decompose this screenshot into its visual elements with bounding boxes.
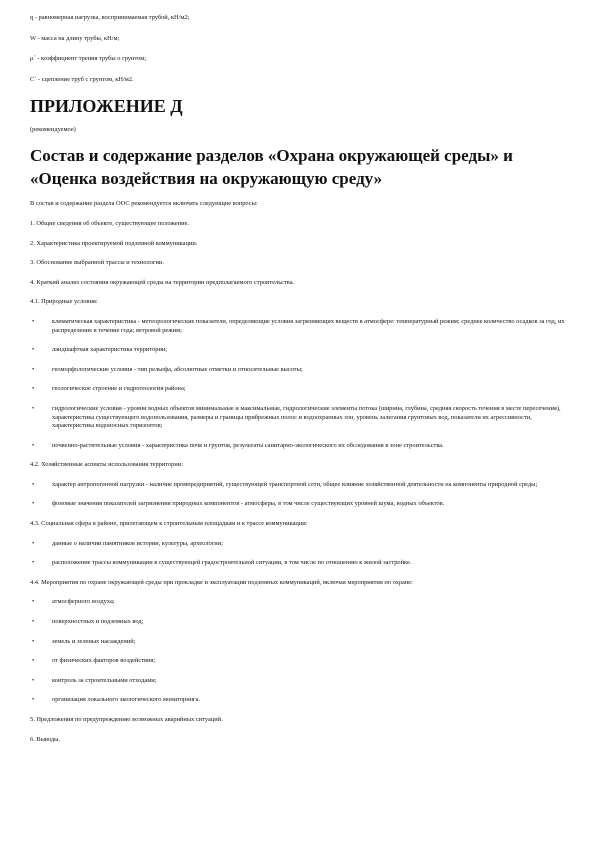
- bullet-text: геологическое строение и гидрогеология района;: [52, 385, 186, 393]
- bullet-text: ландшафтная характеристика территории;: [52, 346, 168, 354]
- bullet-icon: •: [32, 539, 35, 547]
- bullet-item: [30, 366, 570, 375]
- document-page: [30, 14, 570, 755]
- list-item: 1. Общие сведения об объекте, существующее положение.: [30, 219, 190, 227]
- bullet-item: [30, 540, 570, 549]
- bullet-item: [30, 598, 570, 607]
- bullet-text: данные о наличии памятников истории, культуры, археологии;: [52, 539, 223, 547]
- bullet-text: организация локального экологического мониторинга.: [52, 696, 201, 704]
- bullet-icon: •: [32, 559, 35, 567]
- list-item: 6. Выводы.: [30, 735, 61, 743]
- bullet-text: почвенно-растительные условия - характеристика почв и грунтов, результаты санитарно-экологического их обследования в зоне строительства.: [52, 441, 444, 449]
- bullet-item: [30, 405, 570, 431]
- list-item: 4.4. Мероприятия по охране окружающей среды при прокладке и эксплуатации подземных коммуникаций, включая мероприятия по охране:: [30, 578, 413, 586]
- list-item: 4.3. Социальная сфера в районе, прилегающем к строительным площадкам и к трассе коммуникации:: [30, 520, 308, 528]
- bullet-item: [30, 657, 570, 666]
- bullet-item: [30, 442, 570, 451]
- bullet-icon: •: [32, 317, 35, 325]
- intro-text: В состав и содержание раздела ООС рекомендуется включать следующие вопросы:: [30, 200, 258, 208]
- bullet-item: [30, 318, 570, 335]
- bullet-text: поверхностных и подземных вод;: [52, 618, 144, 626]
- bullet-text: гидрологические условия - уровни водных объектов минимальные и максимальные, гидрологические элементы потока (ширина, глубина, средняя скорость течения в месте пересечения), характеристика существующего водопользования, размеры и границы прибрежных полос и водоохранных зон, уровень залегания грунтовых вод, показатели их агрессивности, характеристика водоносных горизонтов;: [52, 404, 561, 430]
- bullet-item: [30, 638, 570, 647]
- bullet-text: атмосферного воздуха;: [52, 598, 115, 606]
- bullet-text: фоновые значения показателей загрязнения природных компонентов - атмосферы, в том числе существующих уровней шума, водных объектов.: [52, 500, 445, 508]
- bullet-icon: •: [32, 500, 35, 508]
- bullet-icon: •: [32, 365, 35, 373]
- appendix-title: ПРИЛОЖЕНИЕ Д: [30, 96, 183, 117]
- bullet-item: [30, 346, 570, 355]
- bullet-item: [30, 677, 570, 686]
- bullet-icon: •: [32, 676, 35, 684]
- list-item: 2. Характеристика проектируемой подземной коммуникации.: [30, 239, 198, 247]
- bullet-icon: •: [32, 598, 35, 606]
- bullet-icon: •: [32, 385, 35, 393]
- bullet-icon: •: [32, 404, 35, 412]
- bullet-item: [30, 618, 570, 627]
- bullet-text: характер антропогенной нагрузки - наличие промпредприятий, существующей транспортной сети, общее влияние хозяйственной деятельности на компоненты природной среды;: [52, 480, 538, 488]
- bullet-icon: •: [32, 696, 35, 704]
- section-title: Состав и содержание разделов «Охрана окружающей среды» и «Оценка воздействия на окружающую среду»: [30, 146, 513, 189]
- bullet-text: земель и зеленых насаждений;: [52, 637, 136, 645]
- bullet-icon: •: [32, 480, 35, 488]
- list-item: 4.1. Природные условия:: [30, 298, 98, 306]
- bullet-text: геоморфологические условия - тип рельефа, абсолютные отметки и относительные высоты;: [52, 365, 303, 373]
- bullet-text: от физических факторов воздействия;: [52, 657, 156, 665]
- variable-definition: q - равномерная нагрузка, воспринимаемая трубой, кН/м2;: [30, 14, 190, 21]
- list-item: 5. Предложения по предупреждению возможных аварийных ситуаций.: [30, 716, 223, 723]
- bullet-text: контроль за строительными отходами;: [52, 676, 157, 684]
- bullet-text: климатическая характеристика - метеорологические показатели, определяющие условия загрязняющих веществ в атмосфере: температурный режим; среднее количество осадков за год, их распределение в течение года; ветровой режим;: [52, 317, 565, 334]
- bullet-item: [30, 481, 570, 490]
- bullet-text: расположение трассы коммуникации в существующей градостроительной ситуации, в том числе по отношению к жилой застройке.: [52, 559, 412, 567]
- bullet-item: [30, 385, 570, 394]
- list-item: 4. Краткий анализ состояния окружающей среды на территории предполагаемого строительства.: [30, 278, 295, 286]
- list-item: 3. Обоснование выбранной трассы и технологии.: [30, 259, 164, 267]
- bullet-icon: •: [32, 657, 35, 665]
- bullet-icon: •: [32, 618, 35, 626]
- bullet-icon: •: [32, 637, 35, 645]
- bullet-icon: •: [32, 441, 35, 449]
- variable-definition: С´ - сцепление труб с грунтом, кН/м2.: [30, 75, 134, 83]
- appendix-note: (рекомендуемое): [30, 126, 76, 134]
- bullet-item: [30, 696, 570, 705]
- variable-definition: W - масса на длину трубы, кН/м;: [30, 34, 120, 42]
- variable-definition: μ´ - коэффициент трения трубы о грунтом;: [30, 55, 147, 63]
- bullet-item: [30, 500, 570, 509]
- list-item: 4.2. Хозяйственные аспекты использования территории:: [30, 461, 183, 469]
- bullet-icon: •: [32, 346, 35, 354]
- bullet-item: [30, 559, 570, 568]
